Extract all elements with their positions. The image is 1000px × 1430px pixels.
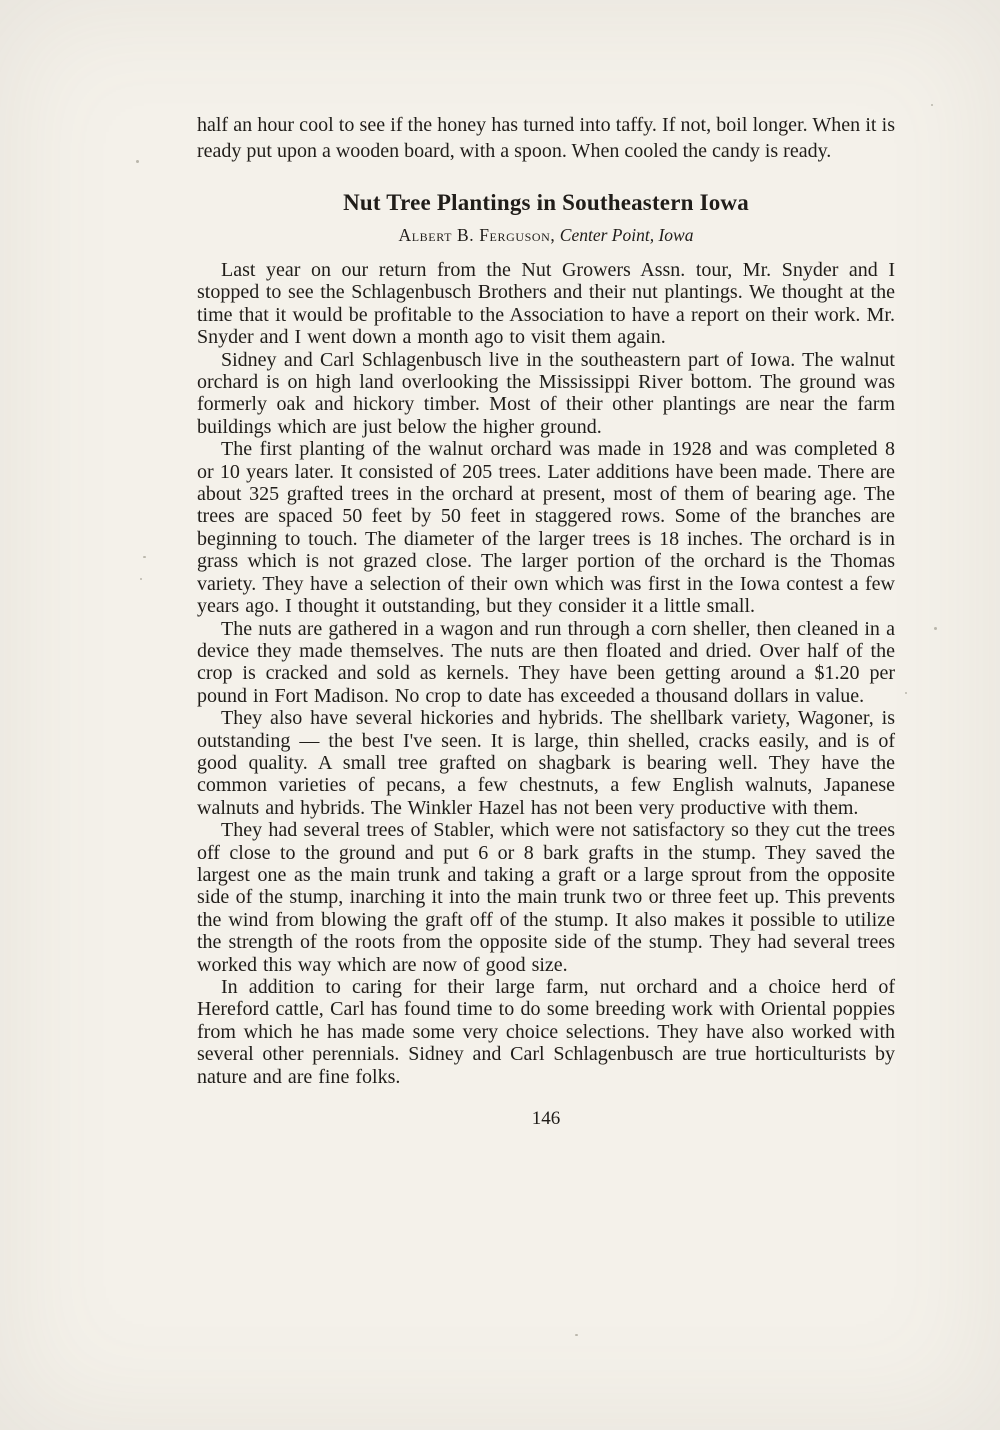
- scan-speck: [934, 627, 937, 630]
- scan-speck: [575, 1334, 578, 1336]
- paragraph: Sidney and Carl Schlagenbusch live in the southeastern part of Iowa. The walnut orchard is on high land overlooking the Mississippi River bottom. The ground was formerly oak and hickory timber. Most of their other plantings are near the farm buildings which are just below the higher ground.: [197, 348, 895, 438]
- article-title: Nut Tree Plantings in Southeastern Iowa: [343, 190, 749, 215]
- scan-speck: [931, 104, 933, 106]
- article-body: [197, 259, 895, 1088]
- paragraph: The nuts are gathered in a wagon and run through a corn sheller, then cleaned in a device they made themselves. The nuts are then floated and dried. Over half of the crop is cracked and sold as kernels. They have been getting around a $1.20 per pound in Fort Madison. No crop to date has exceeded a thousand dollars in value.: [197, 617, 895, 707]
- author-location: Center Point, Iowa: [559, 225, 694, 245]
- byline: [197, 225, 895, 245]
- scan-speck: [143, 556, 146, 558]
- page-number: 146: [531, 1108, 561, 1130]
- paragraph: They had several trees of Stabler, which were not satisfactory so they cut the trees off close to the ground and put 6 or 8 bark grafts in the stump. They saved the largest one as the main trunk and taking a graft or a large sprout from the opposite side of the stump, inarching it into the main trunk two or three feet up. This prevents the wind from blowing the graft off of the stump. It also makes it possible to utilize the strength of the roots from the opposite side of the stump. They had several trees worked this way which are now of good size.: [197, 819, 895, 976]
- intro-paragraph: half an hour cool to see if the honey has turned into taffy. If not, boil longer. When it is ready put upon a wooden board, with a spoon. When cooled the candy is ready.: [197, 114, 895, 162]
- author-name: Albert B. Ferguson,: [398, 225, 556, 245]
- text-block: [197, 112, 895, 1130]
- paragraph: The first planting of the walnut orchard was made in 1928 and was completed 8 or 10 years later. It consisted of 205 trees. Later additions have been made. There are about 325 grafted trees in the orchard at present, most of them of bearing age. The trees are spaced 50 feet by 50 feet in staggered rows. Some of the branches are beginning to touch. The diameter of the larger trees is 18 inches. The orchard is in grass which is not grazed close. The larger portion of the orchard is the Thomas variety. They have a selection of their own which was first in the Iowa contest a few years ago. I thought it outstanding, but they consider it a little small.: [197, 438, 895, 618]
- scan-speck: [905, 692, 907, 694]
- paragraph: They also have several hickories and hybrids. The shellbark variety, Wagoner, is outstanding — the best I've seen. It is large, thin shelled, cracks easily, and is of good quality. A small tree grafted on shagbark is bearing well. They have the common varieties of pecans, a few chestnuts, a few English walnuts, Japanese walnuts and hybrids. The Winkler Hazel has not been very productive with them.: [197, 707, 895, 819]
- paragraph: Last year on our return from the Nut Growers Assn. tour, Mr. Snyder and I stopped to see the Schlagenbusch Brothers and their nut plantings. We thought at the time that it would be profitable to the Association to have a report on their work. Mr. Snyder and I went down a month ago to visit them again.: [197, 259, 895, 349]
- scan-speck: [140, 578, 142, 580]
- scan-speck: [136, 160, 139, 163]
- paragraph: In addition to caring for their large farm, nut orchard and a choice herd of Hereford cattle, Carl has found time to do some breeding work with Oriental poppies from which he has made some very choice selections. They have also worked with several other perennials. Sidney and Carl Schlagenbusch are true horticulturists by nature and are fine folks.: [197, 976, 895, 1088]
